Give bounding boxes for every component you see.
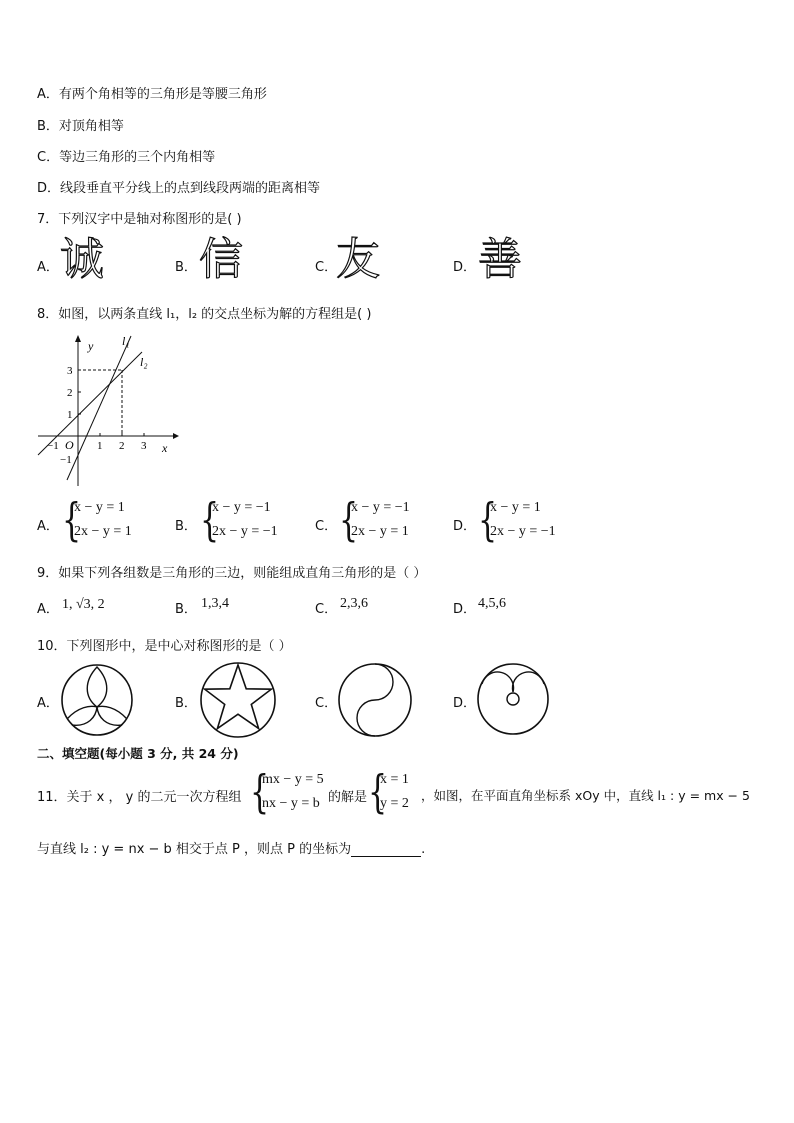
q11-part2: 的解是 <box>328 790 368 805</box>
q8-system-a: { x − y = 1 2x − y = 1 <box>62 494 132 547</box>
q8-label-a: A． <box>37 519 59 534</box>
q8-d-eq2: 2x − y = −1 <box>490 524 556 539</box>
q7-char-b: 信 <box>199 234 243 285</box>
q10-figure-b <box>199 661 277 739</box>
q9-value-d: 4,5,6 <box>478 596 506 611</box>
q6-option-b: B．对顶角相等 <box>37 119 124 134</box>
q9-stem: 9．如果下列各组数是三角形的三边，则能组成直角三角形的是（ ） <box>37 566 427 581</box>
q8-d-eq1: x − y = 1 <box>490 500 541 515</box>
q8-label-d: D． <box>453 519 477 534</box>
q10-label-a: A． <box>37 696 59 711</box>
q7-label-a: A． <box>37 260 59 275</box>
q10-label-c: C． <box>315 696 338 711</box>
q7-label-b: B． <box>175 260 197 275</box>
q11-sys2-eq1: x = 1 <box>380 772 409 787</box>
q8-system-d: { x − y = 1 2x − y = −1 <box>478 494 556 547</box>
q10-figure-c <box>337 662 413 738</box>
q9-value-a: 1, √3, 2 <box>62 597 105 612</box>
q11-part3: ，如图，在平面直角坐标系 xOy 中，直线 l₁ : y = mx − 5 <box>421 788 750 803</box>
axis-label-x: x <box>162 441 168 455</box>
q10-label-d: D． <box>453 696 477 711</box>
q8-system-c: { x − y = −1 2x − y = 1 <box>339 494 410 547</box>
q6-option-d: D．线段垂直平分线上的点到线段两端的距离相等 <box>37 181 321 196</box>
q10-figure-a <box>60 663 134 737</box>
line-label-l1: l₁ <box>122 334 130 348</box>
q8-stem: 8．如图，以两条直线 l₁，l₂ 的交点坐标为解的方程组是( ) <box>37 307 372 322</box>
y-axis-arrow <box>75 335 81 342</box>
q10-stem: 10．下列图形中，是中心对称图形的是（ ） <box>37 639 292 654</box>
y-tick-neg1: −1 <box>60 454 72 466</box>
q11-part1: 11．关于 x ， y 的二元一次方程组 <box>37 790 242 805</box>
section-heading: 二、填空题(每小题 3 分, 共 24 分) <box>37 746 239 761</box>
q7-char-c: 友 <box>336 234 380 285</box>
q8-label-c: C． <box>315 519 338 534</box>
q9-value-c: 2,3,6 <box>340 596 368 611</box>
q6-option-c: C．等边三角形的三个内角相等 <box>37 150 216 165</box>
y-tick-1: 1 <box>67 409 73 421</box>
q9-label-c: C． <box>315 602 338 617</box>
q8-c-eq2: 2x − y = 1 <box>351 524 409 539</box>
q11-sys1-eq2: nx − y = b <box>262 796 320 811</box>
q11-system-1: { mx − y = 5 nx − y = b <box>250 766 324 819</box>
line-l1 <box>67 336 131 480</box>
q8-graph <box>30 328 180 488</box>
x-tick-1: 1 <box>97 440 103 452</box>
q9-label-b: B． <box>175 602 197 617</box>
q7-label-c: C． <box>315 260 338 275</box>
q9-label-a: A． <box>37 602 59 617</box>
q8-c-eq1: x − y = −1 <box>351 500 410 515</box>
line-label-l2: l₂ <box>140 355 148 369</box>
q7-char-d: 善 <box>478 234 522 285</box>
x-axis-arrow <box>173 433 179 439</box>
y-tick-2: 2 <box>67 387 73 399</box>
q8-a-eq1: x − y = 1 <box>74 500 125 515</box>
q8-label-b: B． <box>175 519 197 534</box>
q11-system-2: { x = 1 y = 2 <box>368 766 409 819</box>
answer-blank[interactable] <box>351 844 421 857</box>
q8-b-eq1: x − y = −1 <box>212 500 271 515</box>
q7-label-d: D． <box>453 260 477 275</box>
q7-char-a: 诚 <box>60 234 104 285</box>
q7-stem: 7．下列汉字中是轴对称图形的是( ) <box>37 212 242 227</box>
axis-label-y: y <box>88 339 94 353</box>
origin-label: O <box>65 438 74 452</box>
q10-label-b: B． <box>175 696 197 711</box>
q8-a-eq2: 2x − y = 1 <box>74 524 132 539</box>
q11-sys2-eq2: y = 2 <box>380 796 409 811</box>
q11-line2 <box>37 838 425 857</box>
q11-line2-text: 与直线 l₂ : y = nx − b 相交于点 P ，则点 P 的坐标为 <box>37 842 352 857</box>
x-tick-neg1: −1 <box>47 440 59 452</box>
q8-b-eq2: 2x − y = −1 <box>212 524 278 539</box>
x-tick-2: 2 <box>119 440 125 452</box>
q11-line2-end: . <box>421 842 426 857</box>
q9-value-b: 1,3,4 <box>201 596 229 611</box>
q8-system-b: { x − y = −1 2x − y = −1 <box>200 494 278 547</box>
q9-label-d: D． <box>453 602 477 617</box>
y-tick-3: 3 <box>67 365 73 377</box>
x-tick-3: 3 <box>141 440 147 452</box>
q6-option-a: A．有两个角相等的三角形是等腰三角形 <box>37 87 267 102</box>
q11-sys1-eq1: mx − y = 5 <box>262 772 324 787</box>
q10-figure-d <box>476 662 550 736</box>
